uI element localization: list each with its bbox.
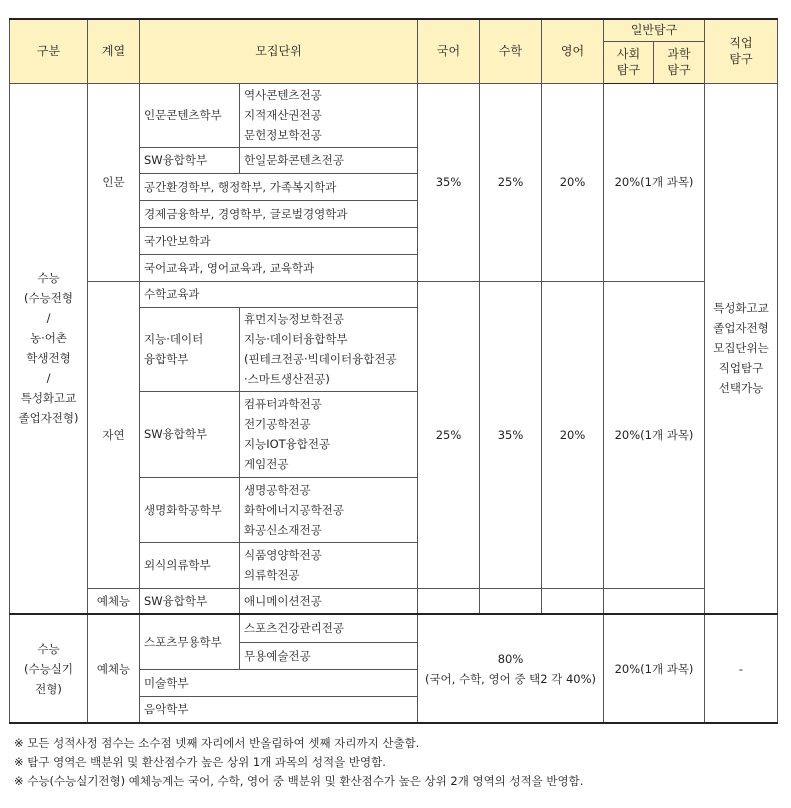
dept-row-math-edu: 수학교육과 xyxy=(140,281,418,307)
header-gubun: 구분 xyxy=(10,19,88,83)
header-vocational-inquiry: 직업 탐구 xyxy=(705,19,778,83)
admission-ratio-table xyxy=(9,18,778,724)
majors-food-clothing: 식품영양학전공 의류학전공 xyxy=(240,542,418,588)
dept-sw-convergence-nature: SW융합학부 xyxy=(140,391,240,477)
dept-row-security: 국가안보학과 xyxy=(140,227,418,254)
jayeon-math: 35% xyxy=(480,281,542,588)
ratio-value: 80% xyxy=(497,651,524,666)
footnote-rounding: ※ 모든 성적사정 점수는 소수점 넷째 자리에서 반올림하여 셋째 자리까지 산출함. xyxy=(14,736,420,750)
dept-food-clothing: 외식의류학부 xyxy=(140,542,240,588)
footnote-inquiry: ※ 탐구 영역은 백분위 및 환산점수가 높은 상위 1개 과목의 성적을 반영함. xyxy=(14,755,386,769)
gubun-suneung: 수능 (수능전형 / 농·어촌 학생전형 / 특성화고교 졸업자전형) xyxy=(10,83,88,614)
jayeon-english: 20% xyxy=(542,281,604,588)
header-math: 수학 xyxy=(480,19,542,83)
header-general-inquiry: 일반탐구 xyxy=(604,19,705,41)
practical-inquiry: 20%(1개 과목) xyxy=(604,614,705,723)
dept-sports-dance: 스포츠무용학부 xyxy=(140,614,240,669)
dept-row-education: 국어교육과, 영어교육과, 교육학과 xyxy=(140,254,418,281)
footnote-arts: ※ 수능(수능실기전형) 예체능계는 국어, 수학, 영어 중 백분위 및 환산점수가 높은 상위 2개 영역의 성적을 반영함. xyxy=(14,774,584,788)
dept-bio-chem: 생명화학공학부 xyxy=(140,477,240,542)
series-jayeon: 자연 xyxy=(88,281,140,588)
inmun-english: 20% xyxy=(542,83,604,281)
practical-ratio xyxy=(418,614,604,723)
header-series: 계열 xyxy=(88,19,140,83)
dept-sw-convergence: SW융합학부 xyxy=(140,147,240,173)
inmun-math: 25% xyxy=(480,83,542,281)
header-social-inquiry: 사회 탐구 xyxy=(604,41,654,83)
majors-intelligence-data: 휴먼지능정보학전공 지능·데이터융합학부 (핀테크전공·빅데이터융합전공 ·스마트생산전공) xyxy=(240,307,418,391)
header-recruit-unit: 모집단위 xyxy=(140,19,418,83)
footnotes xyxy=(14,734,784,791)
major-korea-japan-content: 한일문화콘텐츠전공 xyxy=(240,147,418,173)
dept-row-fine-arts: 미술학부 xyxy=(140,669,418,696)
series-arts-2: 예체능 xyxy=(88,614,140,723)
vocational-note: 특성화고교 졸업자전형 모집단위는 직업탐구 선택가능 xyxy=(705,83,778,614)
header-korean: 국어 xyxy=(418,19,480,83)
dept-row-space-admin: 공간환경학부, 행정학부, 가족복지학과 xyxy=(140,173,418,200)
header-english: 영어 xyxy=(542,19,604,83)
inmun-inquiry: 20%(1개 과목) xyxy=(604,83,705,281)
inmun-korean: 35% xyxy=(418,83,480,281)
series-arts-1: 예체능 xyxy=(88,588,140,614)
major-sports-health: 스포츠건강관리전공 xyxy=(240,614,418,642)
dept-row-music: 음악학부 xyxy=(140,696,418,723)
dept-intelligence-data: 지능·데이터 융합학부 xyxy=(140,307,240,391)
major-animation: 애니메이션전공 xyxy=(240,588,418,614)
majors-sw-convergence: 컴퓨터과학전공 전기공학전공 지능IOT융합전공 게임전공 xyxy=(240,391,418,477)
major-dance-arts: 무용예술전공 xyxy=(240,642,418,669)
dept-row-economics: 경제금융학부, 경영학부, 글로벌경영학과 xyxy=(140,200,418,227)
dept-sw-convergence-arts: SW융합학부 xyxy=(140,588,240,614)
gubun-practical: 수능 (수능실기 전형) xyxy=(10,614,88,723)
header-science-inquiry: 과학 탐구 xyxy=(654,41,705,83)
series-inmun: 인문 xyxy=(88,83,140,281)
jayeon-korean: 25% xyxy=(418,281,480,588)
practical-vocational: - xyxy=(705,614,778,723)
majors-bio-chem: 생명공학전공 화학에너지공학전공 화공신소재전공 xyxy=(240,477,418,542)
majors-humanities-content: 역사콘텐츠전공 지적재산권전공 문헌정보학전공 xyxy=(240,83,418,147)
jayeon-inquiry: 20%(1개 과목) xyxy=(604,281,705,588)
ratio-note: (국어, 수학, 영어 중 택2 각 40%) xyxy=(424,671,597,686)
dept-humanities-content: 인문콘텐츠학부 xyxy=(140,83,240,147)
